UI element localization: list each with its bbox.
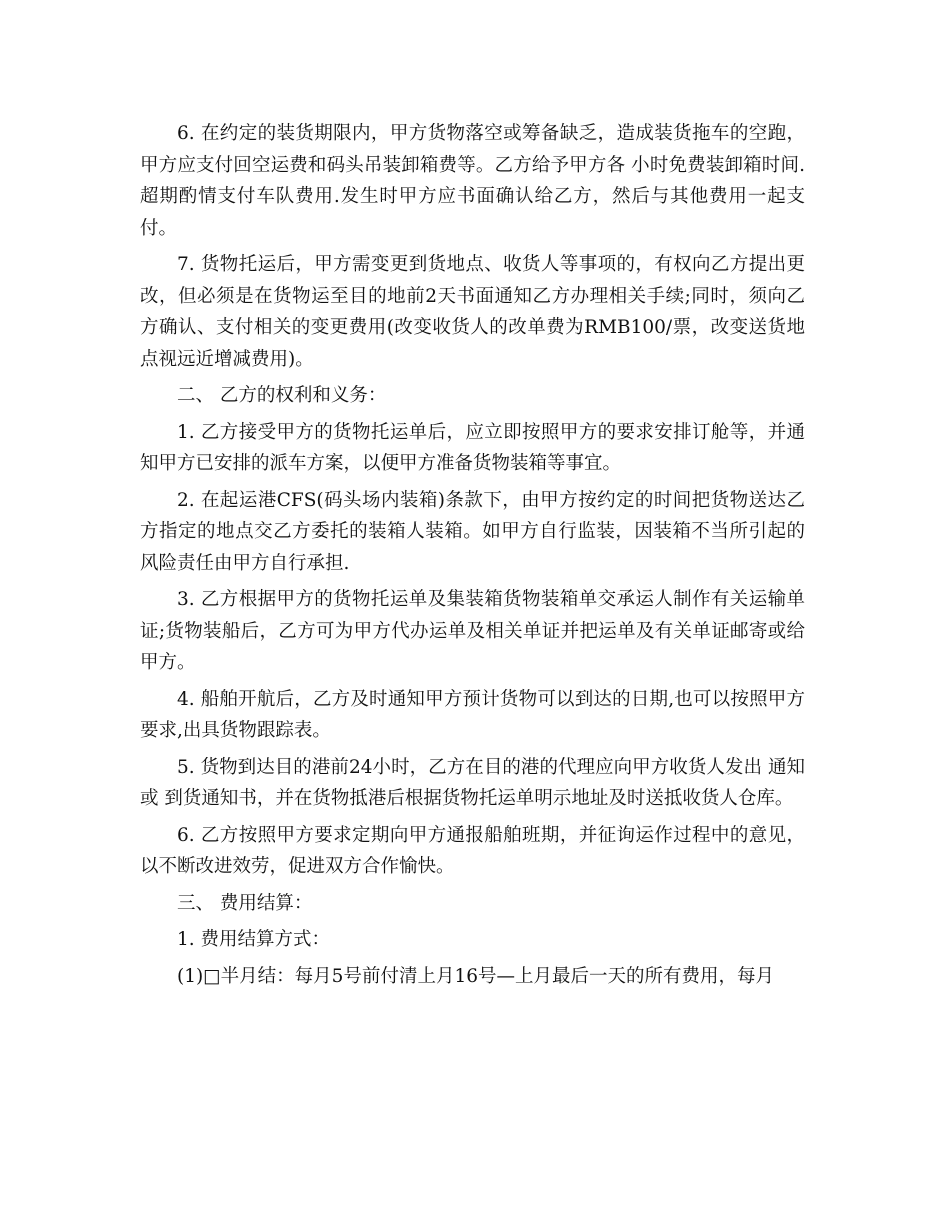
clause-a6-loading-shortfall: 6. 在约定的装货期限内，甲方货物落空或筹备缺乏，造成装货拖车的空跑，甲方应支付回空运费和码头吊装卸箱费等。乙方给予甲方各 小时免费装卸箱时间.超期酌情支付车队费用.发生时甲方应书面确认给乙方，然后与其他费用一起支付。 — [140, 123, 805, 239]
clause-b4-vessel-departure: 4. 船舶开航后，乙方及时通知甲方预计货物可以到达的日期,也可以按照甲方要求,出具货物跟踪表。 — [140, 688, 805, 741]
clause-b3-shipping-documents: 3. 乙方根据甲方的货物托运单及集装箱货物装箱单交承运人制作有关运输单证;货物装船后，乙方可为甲方代办运单及相关单证并把运单及有关单证邮寄或给甲方。 — [140, 589, 805, 673]
clause-b1-booking: 1. 乙方接受甲方的货物托运单后，应立即按照甲方的要求安排订舱等，并通知甲方已安排的派车方案，以便甲方准备货物装箱等事宜。 — [140, 421, 805, 474]
clause-c1-half-month-option: (1)□半月结：每月5号前付清上月16号—上月最后一天的所有费用，每月 — [177, 965, 774, 987]
clause-b2-cfs-packing: 2. 在起运港CFS(码头场内装箱)条款下，由甲方按约定的时间把货物送达乙方指定的地点交乙方委托的装箱人装箱。如甲方自行监装，因装箱不当所引起的风险责任由甲方自行承担. — [140, 489, 805, 574]
clause-b6-schedule-report: 6. 乙方按照甲方要求定期向甲方通报船舶班期，并征询运作过程中的意见，以不断改进效劳，促进双方合作愉快。 — [140, 824, 805, 877]
document-body — [140, 118, 805, 997]
section-heading-fee-settlement: 三、 费用结算： — [177, 892, 313, 914]
section-heading-party-b-rights: 二、 乙方的权利和义务： — [177, 385, 387, 406]
clause-c1-settlement-method: 1. 费用结算方式： — [177, 929, 331, 950]
clause-a7-change-request: 7. 货物托运后，甲方需变更到货地点、收货人等事项的，有权向乙方提出更改，但必须是在货物运至目的地前2天书面通知乙方办理相关手续;同时，须向乙方确认、支付相关的变更费用(改变收货人的改单费为RMB100/票，改变送货地点视远近增减费用)。 — [140, 254, 805, 370]
clause-b5-arrival-notice: 5. 货物到达目的港前24小时，乙方在目的港的代理应向甲方收货人发出 通知或 到货通知书，并在货物抵港后根据货物托运单明示地址及时送抵收货人仓库。 — [140, 756, 805, 809]
